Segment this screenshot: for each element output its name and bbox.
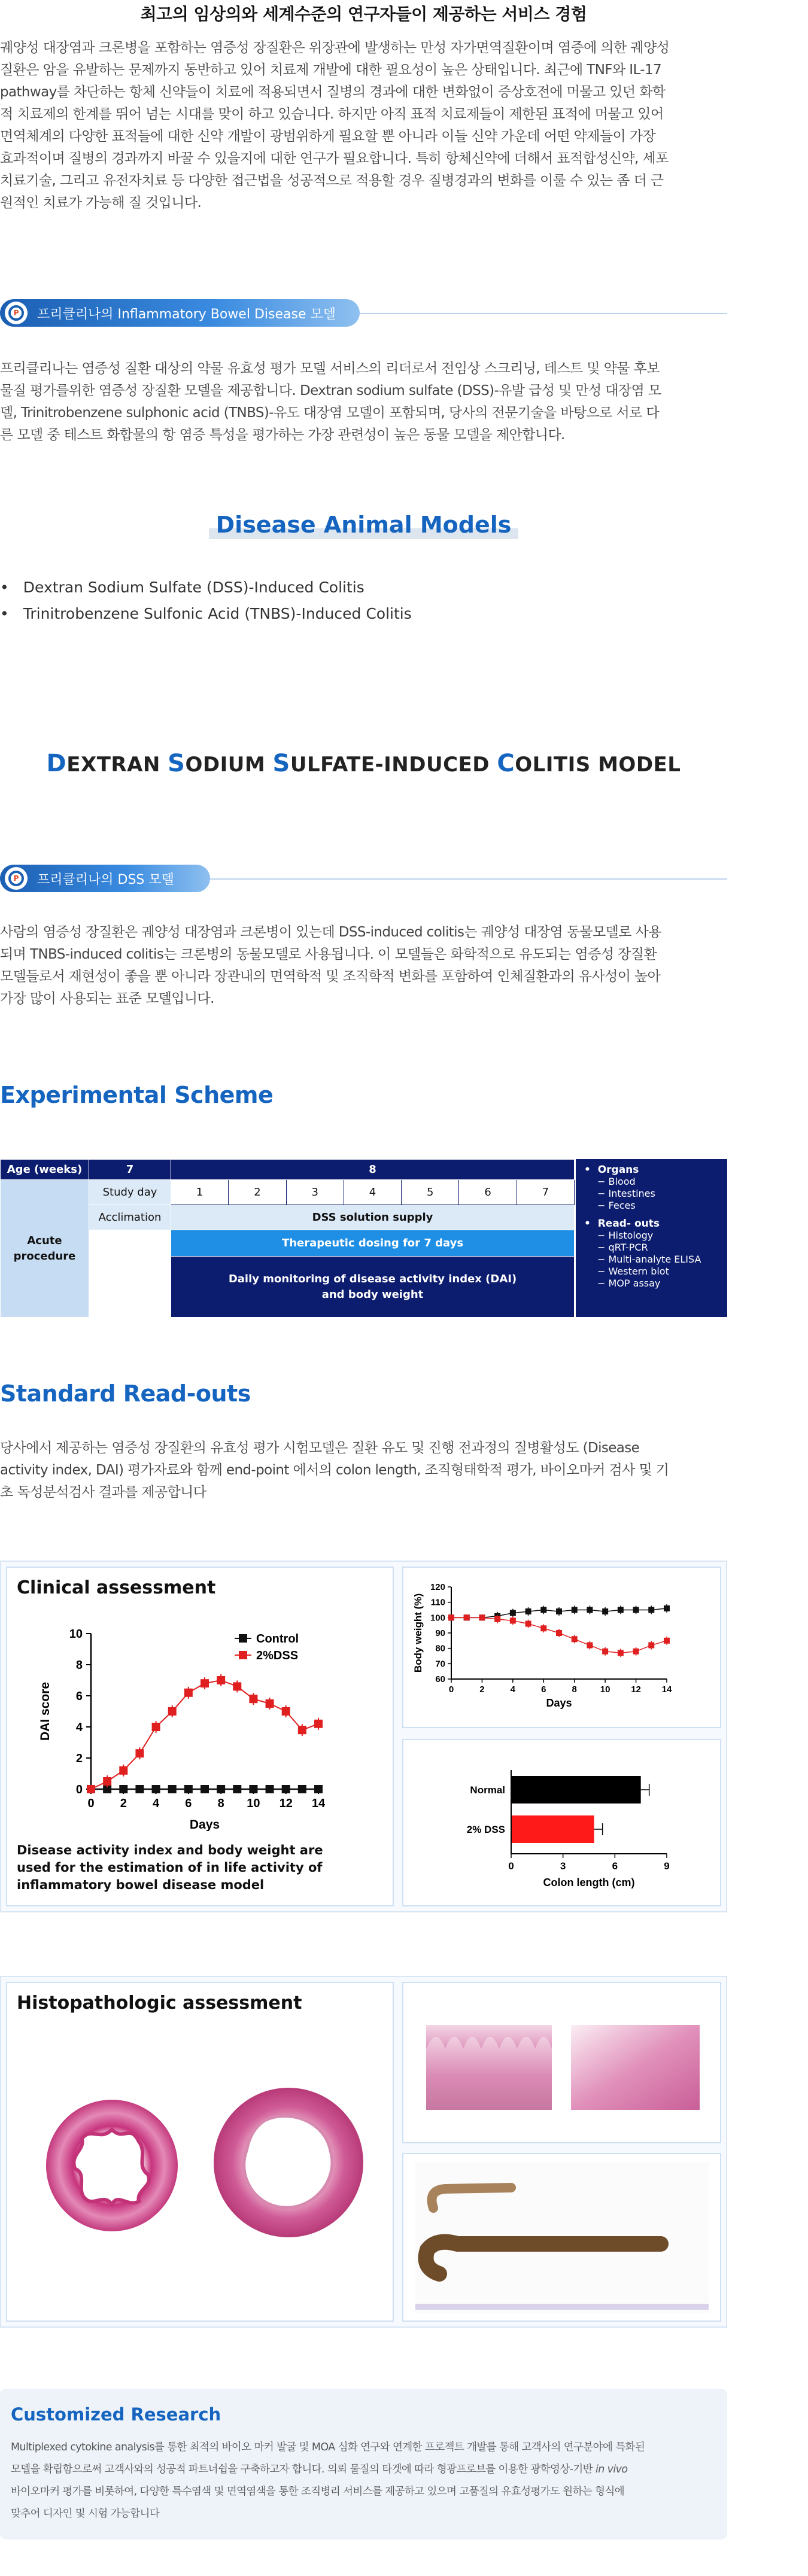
organ-item: − Blood: [597, 1176, 636, 1187]
data-point: [249, 1695, 257, 1703]
x-axis-label: Days: [546, 1697, 572, 1709]
customized-research-title: Customized Research: [11, 2404, 221, 2425]
y-tick-label: 70: [435, 1659, 445, 1669]
data-point: [602, 1608, 608, 1614]
acute-procedure-label: Acute procedure: [1, 1180, 89, 1318]
intro-line: 적 치료제의 한계를 뛰어 넘는 시대를 맞이 하고 있습니다. 하지만 아직 표적 치료제들이 제한된 표적에 머물고 있어: [0, 107, 664, 122]
disease-models-list: [0, 574, 727, 627]
data-point: [184, 1785, 193, 1793]
dss-section-header: [0, 863, 727, 893]
data-point: [633, 1607, 639, 1613]
x-axis-label: Days: [189, 1818, 220, 1831]
x-tick-label: 4: [153, 1797, 160, 1810]
intro-line: 궤양성 대장염과 크론병을 포함하는 염증성 장질환은 위장관에 발생하는 만성 자가면역질환이며 염증에 의한 궤양성: [0, 40, 670, 56]
body-weight-chart: [409, 1571, 709, 1726]
x-tick-label: 6: [612, 1860, 618, 1872]
week-7-cell: 7: [89, 1160, 171, 1180]
x-tick-label: 0: [448, 1684, 454, 1695]
page-title: 최고의 임상의와 세계수준의 연구자들이 제공하는 서비스 경험: [140, 4, 587, 24]
study-day-label: Study day: [89, 1180, 171, 1205]
data-point: [618, 1650, 624, 1656]
legend-label: 2%DSS: [256, 1649, 299, 1662]
data-point: [664, 1605, 670, 1611]
organs-readouts-box: [576, 1159, 727, 1317]
dss-desc-line: 가장 많이 사용되는 표준 모델입니다.: [0, 991, 214, 1006]
data-point: [479, 1614, 485, 1620]
data-point: [618, 1607, 624, 1613]
colon-length-chart: [409, 1746, 709, 1902]
dss-pill-label: 프리클리나의 DSS 모델: [37, 872, 174, 887]
data-point: [510, 1610, 516, 1616]
y-axis-label: Body weight (%): [412, 1593, 424, 1673]
organ-item: − Intestines: [597, 1188, 655, 1199]
disease-models-title: Disease Animal Models: [0, 512, 727, 539]
data-point: [103, 1777, 111, 1786]
ibd-desc-line: 른 모델 중 테스트 화합물의 항 염증 특성을 평가하는 가장 관련성이 높은 동물 모델을 제안합니다.: [0, 427, 565, 443]
x-tick-label: 3: [560, 1860, 566, 1872]
y-tick-label: 10: [69, 1628, 83, 1641]
data-point: [510, 1617, 516, 1623]
readout-item: − qRT-PCR: [597, 1242, 648, 1253]
data-point: [298, 1726, 306, 1734]
data-point: [233, 1682, 241, 1690]
legend-label: Control: [256, 1632, 299, 1646]
dss-model-title: DEXTRAN SODIUM SULFATE-INDUCED COLITIS MODEL: [46, 750, 681, 777]
data-point: [152, 1785, 160, 1793]
day-cell: 7: [517, 1180, 574, 1205]
ibd-description: [0, 358, 727, 446]
y-tick-label: 4: [75, 1721, 83, 1734]
x-tick-label: 12: [279, 1797, 293, 1810]
colon-gross-images: [403, 2154, 722, 2323]
data-point: [184, 1689, 193, 1697]
day-cell: 3: [286, 1180, 344, 1205]
organ-item: − Feces: [597, 1200, 636, 1211]
data-point: [602, 1649, 608, 1655]
y-tick-label: 90: [435, 1628, 445, 1638]
daily-monitoring-bar: Daily monitoring of disease activity index (DAI) and body weight: [171, 1257, 575, 1318]
data-point: [648, 1607, 654, 1613]
x-tick-label: 4: [510, 1684, 516, 1695]
intro-line: 질환은 암을 유발하는 문제까지 동반하고 있어 치료제 개발에 대한 필요성이 높은 상태입니다. 최근에 TNF와 IL-17: [0, 62, 662, 78]
therapeutic-dosing-bar: Therapeutic dosing for 7 days: [171, 1230, 575, 1257]
x-tick-label: 8: [572, 1684, 577, 1695]
dss-desc-line: 사람의 염증성 장질환은 궤양성 대장염과 크론병이 있는데 DSS-induced colitis는 궤양성 대장염 동물모델로 사용: [0, 924, 661, 940]
bar-2dss: [511, 1815, 594, 1843]
colon-cross-section-images: [7, 2067, 390, 2282]
histo-zoom-images: [403, 1983, 722, 2145]
data-point: [494, 1616, 500, 1622]
data-point: [152, 1723, 160, 1731]
data-point: [266, 1785, 274, 1793]
histopathologic-panel: [6, 1982, 394, 2322]
normal-colon-section: [46, 2100, 178, 2231]
list-item: • Trinitrobenzene Sulfonic Acid (TNBS)-Induced Colitis: [0, 601, 727, 627]
day-cell: 1: [171, 1180, 229, 1205]
data-point: [298, 1785, 306, 1793]
data-point: [587, 1607, 593, 1613]
x-tick-label: 8: [217, 1797, 224, 1810]
histo-zoom-panel: [402, 1982, 721, 2143]
y-tick-label: 8: [75, 1659, 83, 1672]
list-item: • Dextran Sodium Sulfate (DSS)-Induced Colitis: [0, 574, 727, 601]
readouts-description: [0, 1437, 727, 1504]
data-point: [135, 1749, 144, 1757]
x-axis-label: Colon length (cm): [543, 1877, 635, 1888]
x-tick-label: 0: [508, 1860, 514, 1872]
data-point: [556, 1608, 562, 1614]
x-tick-label: 6: [541, 1684, 546, 1695]
x-tick-label: 10: [600, 1684, 610, 1695]
data-point: [314, 1785, 323, 1793]
colon-length-panel: [402, 1739, 721, 1906]
clinical-caption: Disease activity index and body weight are used for the estimation of in life activity of inflammatory bowel disease model: [17, 1843, 323, 1892]
data-point: [664, 1638, 670, 1644]
data-point: [168, 1707, 177, 1716]
intro-text: [0, 37, 727, 214]
data-point: [556, 1630, 562, 1636]
dai-chart: [37, 1616, 348, 1831]
intro-line: pathway를 차단하는 항체 신약들이 치료에 적용되면서 질병의 경과에 대한 변화없이 증상호전에 머물고 있던 화학: [0, 84, 666, 100]
x-tick-label: 14: [661, 1684, 672, 1695]
dss-desc-line: 모델들로서 재현성이 좋을 뿐 아니라 장관내의 면역학적 및 조직학적 변화를 포함하여 인체질환과의 유사성이 높아: [0, 969, 661, 984]
ibd-desc-line: 물질 평가를위한 염증성 장질환 모델을 제공합니다. Dextran sodium sulfate (DSS)-유발 급성 및 만성 대장염 모: [0, 383, 661, 399]
data-point: [201, 1785, 209, 1793]
data-point: [249, 1785, 257, 1793]
data-point: [572, 1636, 578, 1642]
ibd-pill-label: 프리클리나의 Inflammatory Bowel Disease 모델: [37, 306, 336, 322]
preclina-logo-icon: P: [5, 302, 28, 324]
intro-line: 치료기술, 그리고 유전자치료 등 다양한 접근법을 성공적으로 적용할 경우 질병경과의 변화를 이룰 수 있는 좀 더 근: [0, 173, 664, 188]
data-point: [540, 1625, 546, 1631]
week-8-cell: 8: [171, 1160, 575, 1180]
acclimation-cell: Acclimation: [89, 1205, 171, 1230]
experimental-scheme-title: Experimental Scheme: [0, 1082, 274, 1108]
readouts-desc-line: activity index, DAI) 평가자료와 함께 end-point 에서의 colon length, 조직형태학적 평가, 바이오마커 검사 및 기: [0, 1462, 669, 1478]
experimental-scheme-table: [0, 1159, 727, 1317]
y-tick-label: 0: [75, 1783, 83, 1796]
data-point: [233, 1785, 241, 1793]
data-point: [448, 1614, 454, 1620]
data-point: [282, 1707, 290, 1716]
organs-title: • Organs: [584, 1164, 639, 1176]
data-point: [135, 1785, 144, 1793]
ibd-desc-line: 프리클리나는 염증성 질환 대상의 약물 유효성 평가 모델 서비스의 리더로서 전임상 스크리닝, 테스트 및 약물 후보: [0, 361, 660, 376]
data-point: [282, 1785, 290, 1793]
data-point: [314, 1720, 323, 1728]
customized-research-box: [0, 2389, 727, 2539]
data-point: [540, 1607, 546, 1613]
dss-colon-section: [214, 2088, 363, 2237]
readouts-desc-line: 초 독성분석검사 결과를 제공합니다: [0, 1485, 206, 1500]
data-point: [572, 1607, 578, 1613]
y-tick-label: 120: [430, 1582, 445, 1592]
age-weeks-label: Age (weeks): [1, 1160, 89, 1180]
customized-research-text: Multiplexed cytokine analysis를 통한 최적의 바이오 마커 발굴 및 MOA 심화 연구와 연계한 프로젝트 개발를 통해 고객사의 연구분야에 특화된 모델을 확립함으로써 고객사와의 성공적 파트너쉽을 구축하고자 합니다. 의뢰 물질의 타겟에 따라 형광프로브를 이용한 광학영상-기반 in vivo 바이오마커 평가를 비롯하여, 다양한 특수염색 및 면역염색을 통한 조직병리 서비스를 제공하고 있으며 고품질의 유효성평가도 원하는 형식에 맞추어 디자인 및 시험 가능합니다: [11, 2441, 645, 2520]
data-point: [587, 1643, 593, 1649]
data-point: [525, 1621, 531, 1627]
histo-title: Histopathologic assessment: [17, 1993, 302, 2014]
dss-description: [0, 921, 727, 1010]
x-tick-label: 10: [247, 1797, 260, 1810]
data-point: [119, 1785, 127, 1793]
readouts-desc-line: 당사에서 제공하는 염증성 장질환의 유효성 평가 시험모델은 질환 유도 및 진행 전과정의 질병활성도 (Disease: [0, 1440, 640, 1456]
intro-line: 면역체계의 다양한 표적들에 대한 신약 개발이 광범위하게 필요할 뿐 아니라 이들 신약 가운데 어떤 약제들이 가장: [0, 129, 656, 144]
intro-line: 효과적이며 질병의 경과까지 바꿀 수 있을지에 대한 연구가 필요합니다. 특히 항체신약에 더해서 표적합성신약, 세포: [0, 151, 669, 166]
ibd-pill: [0, 299, 360, 327]
category-label: 2% DSS: [466, 1824, 505, 1835]
data-point: [217, 1676, 225, 1684]
data-point: [201, 1679, 209, 1687]
x-tick-label: 6: [185, 1797, 192, 1810]
body-weight-panel: [402, 1567, 721, 1728]
legend-marker: [239, 1634, 247, 1643]
day-cell: 2: [229, 1180, 286, 1205]
y-tick-label: 2: [75, 1752, 83, 1765]
x-tick-label: 2: [479, 1684, 485, 1695]
ibd-desc-line: 델, Trinitrobenzene sulphonic acid (TNBS)-유도 대장염 모델이 포함되며, 당사의 전문기술을 바탕으로 서로 다: [0, 405, 660, 421]
x-tick-label: 12: [631, 1684, 641, 1695]
colon-gross-panel: [402, 2153, 721, 2322]
dss-desc-line: 되며 TNBS-induced colitis는 크론병의 동물모델로 사용됩니다. 이 모델들은 화학적으로 유도되는 염증성 장질환: [0, 947, 657, 962]
y-tick-label: 60: [435, 1674, 445, 1684]
category-label: Normal: [470, 1784, 505, 1796]
preclina-logo-icon: P: [5, 867, 28, 890]
data-point: [87, 1785, 95, 1793]
y-axis-label: DAI score: [38, 1681, 52, 1741]
dss-supply-bar: DSS solution supply: [171, 1205, 575, 1230]
readout-item: − Histology: [597, 1230, 654, 1241]
data-point: [633, 1649, 639, 1655]
y-tick-label: 80: [435, 1643, 445, 1654]
readout-item: − Multi-analyte ELISA: [597, 1254, 701, 1265]
y-tick-label: 110: [430, 1597, 445, 1608]
dss-pill: [0, 865, 210, 892]
y-tick-label: 6: [75, 1690, 83, 1703]
intro-line: 원적인 치료가 가능해 질 것입니다.: [0, 195, 202, 211]
x-tick-label: 0: [87, 1797, 95, 1810]
ibd-section-header: [0, 298, 727, 328]
data-point: [119, 1766, 127, 1775]
data-point: [217, 1785, 225, 1793]
readout-item: − MOP assay: [597, 1278, 661, 1289]
day-cell: 5: [402, 1180, 459, 1205]
data-point: [525, 1608, 531, 1614]
x-tick-label: 2: [120, 1797, 127, 1810]
data-point: [266, 1699, 274, 1708]
clinical-assessment-panel: [6, 1567, 394, 1906]
day-cell: 4: [344, 1180, 401, 1205]
bar-normal: [511, 1776, 641, 1803]
legend-marker: [239, 1651, 247, 1659]
data-point: [168, 1785, 177, 1793]
x-tick-label: 9: [664, 1860, 670, 1872]
y-tick-label: 100: [430, 1613, 445, 1623]
x-tick-label: 14: [311, 1797, 326, 1810]
clinical-title: Clinical assessment: [17, 1577, 216, 1598]
readout-item: − Western blot: [597, 1266, 669, 1277]
data-point: [648, 1643, 654, 1649]
readouts-title: • Read- outs: [584, 1218, 660, 1230]
standard-readouts-title: Standard Read-outs: [0, 1380, 251, 1407]
day-cell: 6: [459, 1180, 517, 1205]
data-point: [464, 1614, 470, 1620]
